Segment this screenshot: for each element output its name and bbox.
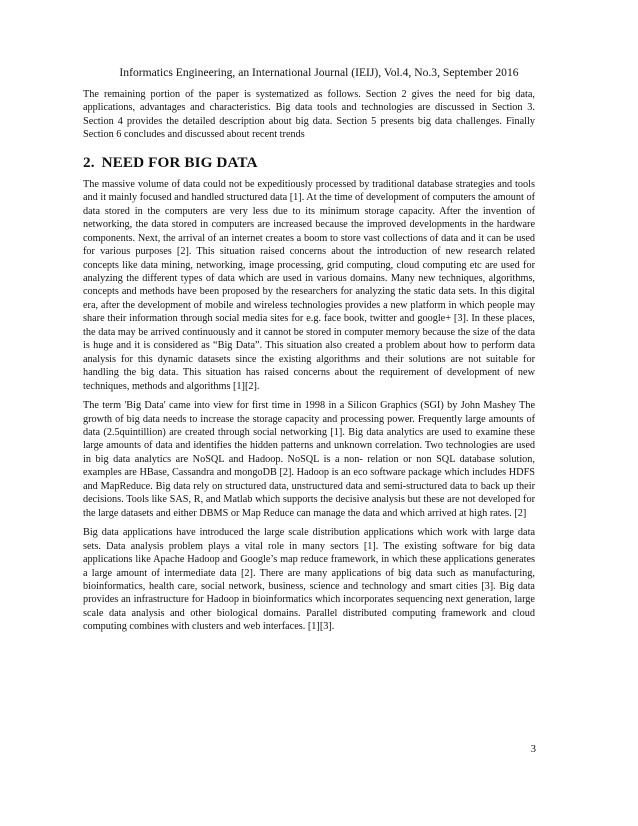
section-title: NEED FOR BIG DATA: [101, 153, 258, 171]
running-header: Informatics Engineering, an International Journal (IEIJ), Vol.4, No.3, September 2016: [119, 66, 519, 79]
body-paragraph-1: The massive volume of data could not be expeditiously processed by traditional database strategies and tools and it mainly focused and handled structured data [1]. At the time of development of computers the amount of data stored in the computers are very less due to its minimum storage capacity. After the invention of networking, the data stored in computers are increased because the improved developments in the hardware components. Next, the arrival of an internet creates a boom to store vast collections of data and it can be used for various purposes [2]. This situation raised concerns about the introduction of new research related concepts like data mining, networking, image processing, grid computing, cloud computing etc are used for analyzing the different types of data which are used in various domains. Many new techniques, algorithms, concepts and methods have been proposed by the researchers for analyzing the static data sets. In this digital era, after the development of mobile and wireless technologies provides a new platform in which people may share their information through social media sites for e.g. face book, twitter and google+ [3]. In these places, the data may be arrived continuously and it cannot be stored in computer memory because the size of the data is huge and it is considered as “Big Data”. This situation also created a problem about how to perform data analysis for this dynamic datasets since the existing algorithms and their solutions are not suitable for handling the big data. This situation has raised concerns about the requirement of development of new techniques, methods and algorithms [1][2].: [83, 178, 535, 392]
section-number: 2.: [83, 153, 95, 171]
intro-paragraph: The remaining portion of the paper is systematized as follows. Section 2 gives the need for big data, applications, advantages and characteristics. Big data tools and technologies are discussed in Section 3. Section 4 provides the detailed description about big data. Section 5 presents big data challenges. Finally Section 6 concludes and discussed about recent trends: [83, 89, 535, 141]
body-paragraph-2: The term 'Big Data' came into view for first time in 1998 in a Silicon Graphics (SGI) by John Mashey The growth of big data needs to increase the storage capacity and processing power. Frequently large amounts of data (2.5quintillion) are created through social networking [1]. Big data analytics are used to examine these large amounts of data and identifies the hidden patterns and unknown correlation. Two technologies are used in big data analytics are NoSQL and Hadoop. NoSQL is a non- relation or non SQL database solution, examples are HBase, Cassandra and mongoDB [2]. Hadoop is an eco software package which includes HDFS and MapReduce. Big data rely on structured data, unstructured data and semi-structured data to back up their decisions. Tools like SAS, R, and Matlab which supports the decisive analysis but these are not developed for the large datasets and either DBMS or Map Reduce can manage the data and which arrived at high rates. [2]: [83, 400, 535, 519]
section-heading: [83, 154, 535, 172]
body-paragraph-3: Big data applications have introduced the large scale distribution applications which work with large data sets. Data analysis problem plays a vital role in many sectors [1]. The existing software for big data applications like Apache Hadoop and Google’s map reduce framework, in which these applications generates a large amount of intermediate data [2]. There are many applications of big data such as manufacturing, bioinformatics, health care, social network, business, science and technology and smart cities [3]. Big data provides an infrastructure for Hadoop in bioinformatics which incorporates sequencing next generation, large scale data analysis and other biological domains. Parallel distributed computing framework and cloud computing combines with clusters and web interfaces. [1][3].: [83, 527, 535, 633]
page-number: 3: [530, 744, 536, 755]
body-column: [83, 88, 535, 634]
